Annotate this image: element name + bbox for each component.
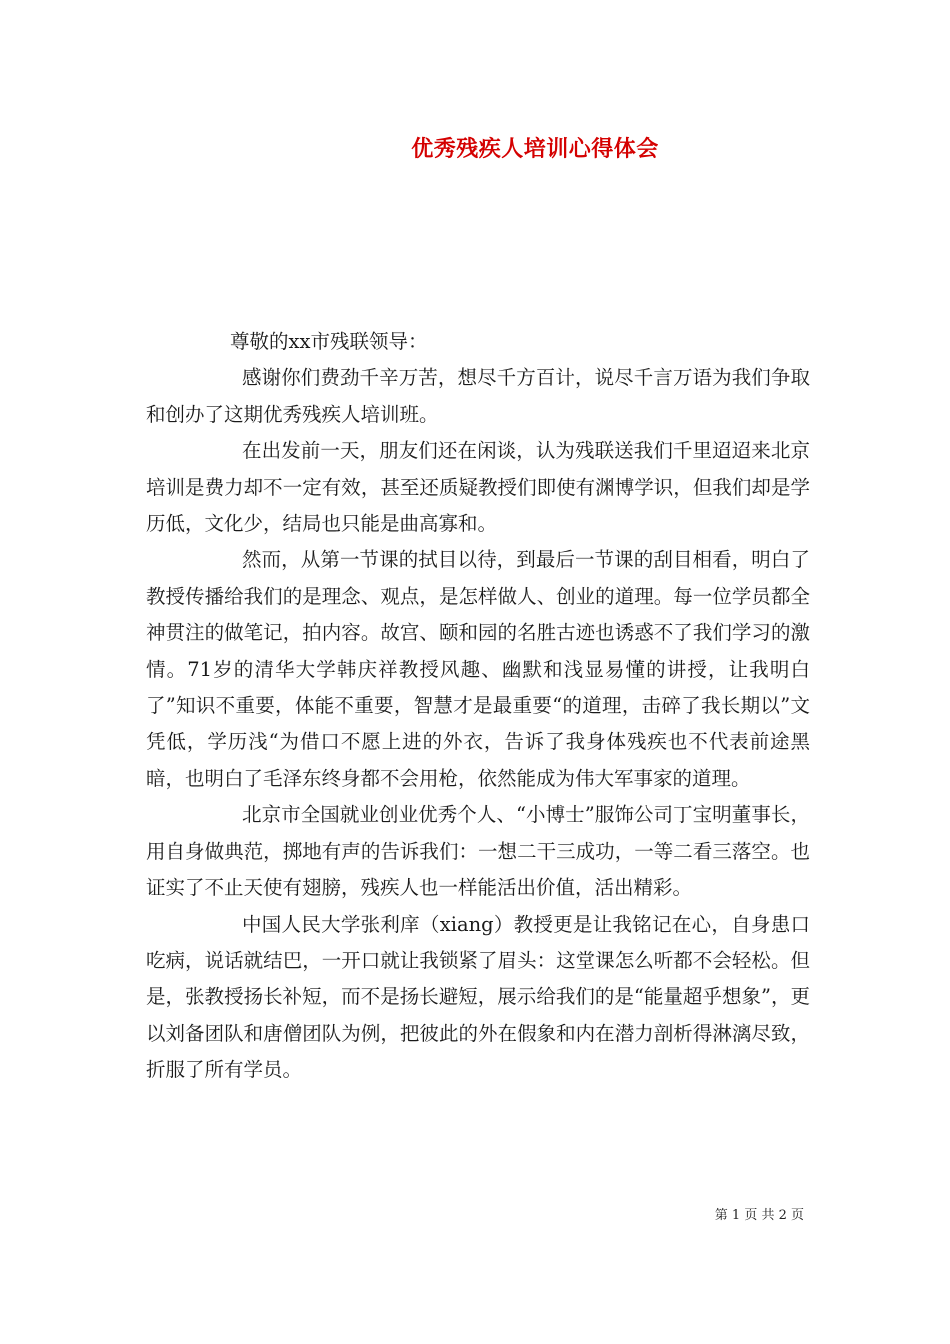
document-title: 优秀残疾人培训心得体会 — [411, 136, 659, 162]
page-number-footer: 第 1 页 共 2 页 — [714, 1208, 804, 1223]
document-body — [146, 324, 810, 1089]
paragraph-3: 然而，从第一节课的拭目以待，到最后一节课的刮目相看，明白了教授传播给我们的是理念、观点，是怎样做人、创业的道理。每一位学员都全神贯注的做笔记，拍内容。故宫、颐和园的名胜古迹也诱惑不了我们学习的激情。71岁的清华大学韩庆祥教授风趣、幽默和浅显易懂的讲授，让我明白了”知识不重要，体能不重要，智慧才是最重要“的道理，击碎了我长期以”文凭低，学历浅“为借口不愿上进的外衣，告诉了我身体残疾也不代表前途黑暗，也明白了毛泽东终身都不会用枪，依然能成为伟大军事家的道理。 — [146, 548, 810, 790]
paragraph-2: 在出发前一天，朋友们还在闲谈，认为残联送我们千里迢迢来北京培训是费力却不一定有效，甚至还质疑教授们即使有渊博学识，但我们却是学历低，文化少，结局也只能是曲高寡和。 — [146, 439, 810, 536]
paragraph-5: 中国人民大学张利庠（xiang）教授更是让我铭记在心，自身患口吃病，说话就结巴，一开口就让我锁紧了眉头：这堂课怎么听都不会轻松。但是，张教授扬长补短，而不是扬长避短，展示给我们的是“能量超乎想象”，更以刘备团队和唐僧团队为例，把彼此的外在假象和内在潜力剖析得淋漓尽致，折服了所有学员。 — [146, 912, 810, 1082]
paragraph-4: 北京市全国就业创业优秀个人、“小博士”服饰公司丁宝明董事长，用自身做典范，掷地有声的告诉我们：一想二干三成功，一等二看三落空。也证实了不止天使有翅膀，残疾人也一样能活出价值，活出精彩。 — [146, 803, 810, 900]
paragraph-1: 感谢你们费劲千辛万苦，想尽千方百计，说尽千言万语为我们争取和创办了这期优秀残疾人培训班。 — [146, 366, 810, 426]
salutation: 尊敬的xx市残联领导： — [230, 330, 428, 353]
